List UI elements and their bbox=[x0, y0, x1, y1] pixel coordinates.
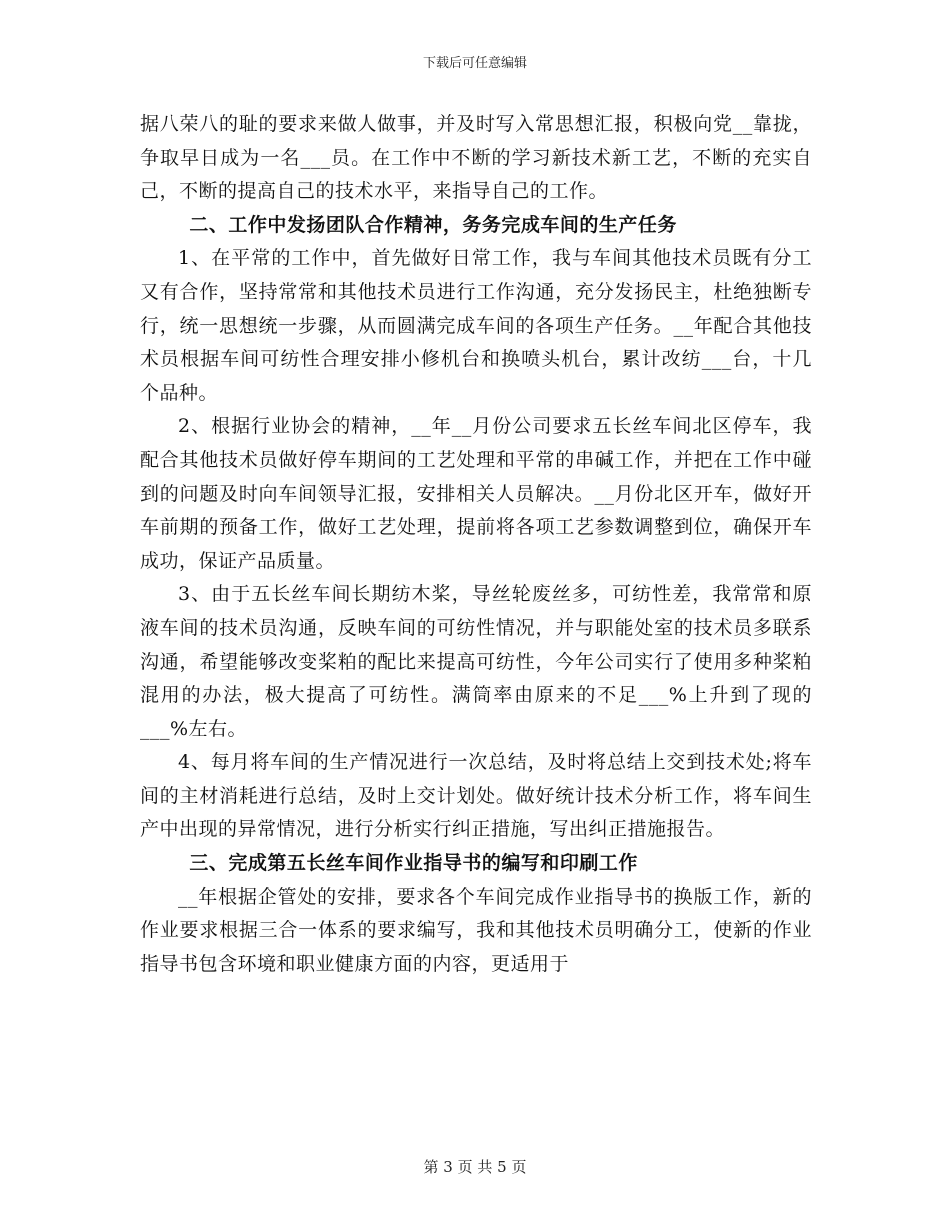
page-header: 下载后可任意编辑 bbox=[422, 56, 527, 71]
section-heading-3: 三、完成第五长丝车间作业指导书的编写和印刷工作 bbox=[189, 852, 638, 875]
paragraph-item-3: 3、由于五长丝车间长期纺木桨，导丝轮废丝多，可纺性差，我常常和原液车间的技术员沟通，反映车间的可纺性情况，并与职能处室的技术员多联系沟通，希望能够改变桨粕的配比来提高可纺性，今年公司实行了使用多种桨粕混用的办法，极大提高了可纺性。满筒率由原来的不足___%上升到了现的___%左右。 bbox=[140, 583, 812, 740]
document-body bbox=[140, 108, 812, 981]
paragraph-item-4: 4、每月将车间的生产情况进行一次总结，及时将总结上交到技术处;将车间的主材消耗进行总结，及时上交计划处。做好统计技术分析工作，将车间生产中出现的异常情况，进行分析实行纠正措施，写出纠正措施报告。 bbox=[140, 751, 812, 841]
page-footer: 第 3 页 共 5 页 bbox=[423, 1158, 527, 1176]
paragraph-continuation: 据八荣八的耻的要求来做人做事，并及时写入常思想汇报，积极向党__靠拢，争取早日成为一名___员。在工作中不断的学习新技术新工艺，不断的充实自己，不断的提高自己的技术水平，来指导自己的工作。 bbox=[140, 113, 812, 203]
paragraph-item-1: 1、在平常的工作中，首先做好日常工作，我与车间其他技术员既有分工又有合作，坚持常常和其他技术员进行工作沟通，充分发扬民主，杜绝独断专行，统一思想统一步骤，从而圆满完成车间的各项生产任务。__年配合其他技术员根据车间可纺性合理安排小修机台和换喷头机台，累计改纺___台，十几个品种。 bbox=[140, 247, 812, 404]
section-heading-2: 二、工作中发扬团队合作精神，务务完成车间的生产任务 bbox=[189, 213, 677, 236]
paragraph-item-2: 2、根据行业协会的精神，__年__月份公司要求五长丝车间北区停车，我配合其他技术员做好停车期间的工艺处理和平常的串碱工作，并把在工作中碰到的问题及时向车间领导汇报，安排相关人员解决。__月份北区开车，做好开车前期的预备工作，做好工艺处理，提前将各项工艺参数调整到位，确保开车成功，保证产品质量。 bbox=[140, 415, 812, 572]
paragraph-section-3: __年根据企管处的安排，要求各个车间完成作业指导书的换版工作，新的作业要求根据三合一体系的要求编写，我和其他技术员明确分工，使新的作业指导书包含环境和职业健康方面的内容，更适用于 bbox=[140, 885, 812, 975]
